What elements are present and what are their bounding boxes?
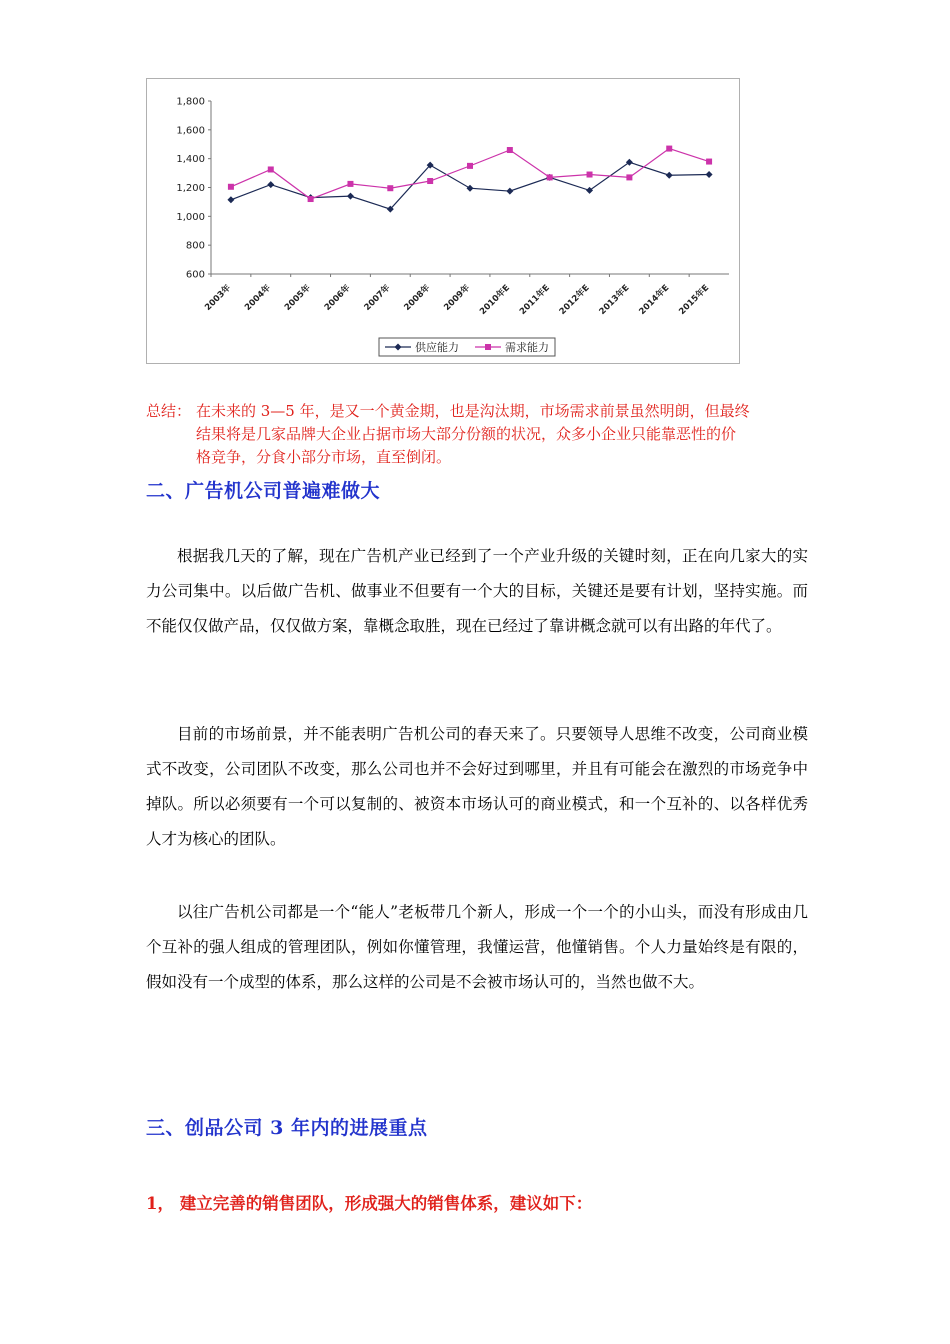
data-point [228,184,234,190]
section2-paragraph-3: 以往广告机公司都是一个“能人”老板带几个新人，形成一个一个的小山头，而没有形成由几个互补的强人组成的管理团队，例如你懂管理，我懂运营，他懂销售。个人力量始终是有限的，假如没有一个成型的体系，那么这样的公司是不会被市场认可的，当然也做不大。 [146,903,808,991]
data-point [467,185,474,192]
x-tick-label: 2003年 [203,283,234,313]
x-tick-label: 2009年 [442,283,473,313]
data-point [666,172,673,179]
x-tick-label: 2007年 [362,283,393,313]
y-tick-label: 600 [185,269,205,281]
data-point [427,178,433,184]
x-tick-label: 2010年E [478,283,512,317]
supply-demand-chart [146,78,740,364]
data-point [267,181,274,188]
x-tick-label: 2006年 [322,283,353,313]
y-tick-label: 1,800 [176,96,205,108]
section3-item-1: 1， 建立完善的销售团队，形成强大的销售体系，建议如下： [146,1194,593,1213]
legend-marker [485,344,491,350]
data-point [706,159,712,165]
data-point [347,181,353,187]
y-tick-label: 800 [185,240,205,252]
y-tick-label: 1,000 [176,211,205,223]
x-tick-label: 2014年E [637,283,672,317]
summary-block [146,400,816,469]
x-tick-label: 2015年E [677,283,712,317]
data-point [227,196,234,203]
data-point [706,171,713,178]
y-tick-label: 1,400 [176,154,205,166]
legend-label: 需求能力 [505,341,549,354]
data-point [347,193,354,200]
data-point [547,174,553,180]
data-point [506,188,513,195]
chart-canvas [147,79,741,365]
data-point [587,172,593,178]
data-point [467,163,473,169]
data-point [268,166,274,172]
section2-heading: 二、广告机公司普遍难做大 [146,480,381,502]
data-point [308,196,314,202]
section2-paragraph-2: 目前的市场前景，并不能表明广告机公司的春天来了。只要领导人思维不改变，公司商业模式不改变，公司团队不改变，那么公司也并不会好过到哪里，并且有可能会在激烈的市场竞争中掉队。所以必须要有一个可以复制的、被资本市场认可的商业模式，和一个互补的、以各样优秀人才为核心的团队。 [146,725,808,848]
legend-label: 供应能力 [415,341,459,354]
x-tick-label: 2012年E [557,283,592,317]
summary-line: 结果将是几家品牌大企业占据市场大部分份额的状况，众多小企业只能靠恶性的价 [196,425,737,443]
x-tick-label: 2008年 [402,283,433,313]
data-point [626,174,632,180]
summary-line: 在未来的 3—5 年，是又一个黄金期，也是沟汰期，市场需求前景虽然明朗，但最终 [196,402,750,420]
data-point [666,146,672,152]
section2-paragraph-1: 根据我几天的了解，现在广告机产业已经到了一个产业升级的关键时刻，正在向几家大的实力公司集中。以后做广告机、做事业不但要有一个大的目标，关键还是要有计划，坚持实施。而不能仅仅做产品，仅仅做方案，靠概念取胜，现在已经过了靠讲概念就可以有出路的年代了。 [146,547,808,635]
summary-text [196,400,816,469]
y-tick-label: 1,600 [176,125,205,137]
summary-line: 格竞争，分食小部分市场，直至倒闭。 [196,448,452,466]
section3-heading: 三、创品公司 3 年内的进展重点 [146,1117,428,1139]
summary-label: 总结： [146,402,192,420]
y-tick-label: 1,200 [176,183,205,194]
x-tick-label: 2004年 [243,283,273,313]
x-tick-label: 2013年E [597,283,632,317]
x-tick-label: 2011年E [517,283,552,317]
data-point [387,185,393,191]
data-point [507,147,513,153]
x-tick-label: 2005年 [282,283,313,313]
